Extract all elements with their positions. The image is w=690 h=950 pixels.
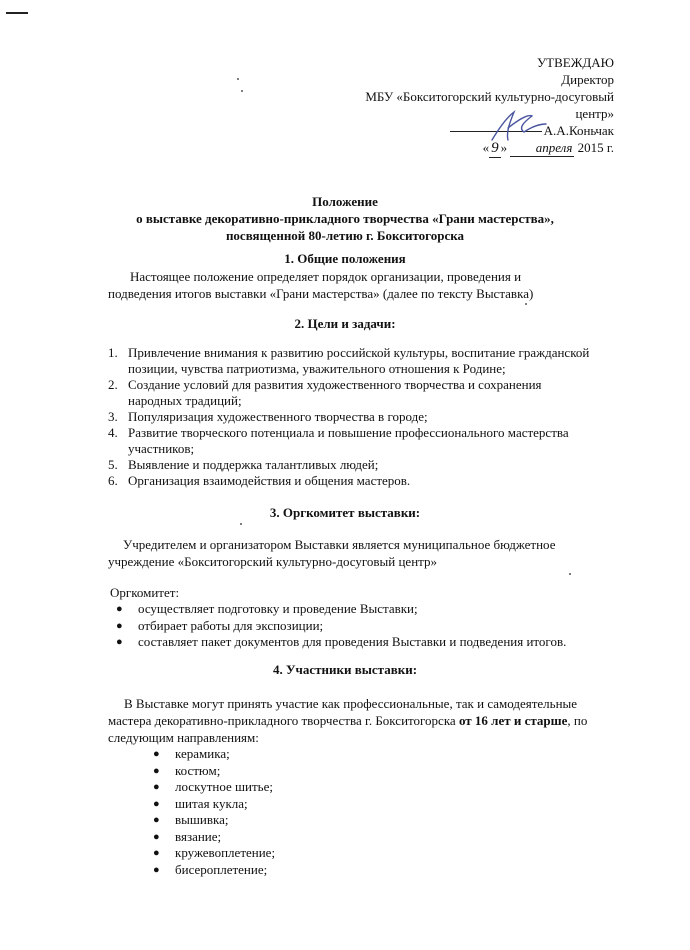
- direction-item: ● керамика;: [153, 746, 230, 761]
- direction-item: ● вязание;: [153, 828, 222, 844]
- goal-item: 4. Развитие творческого потенциала и повышение профессионального мастерства участников;: [108, 425, 569, 456]
- section-1-text-cont: подведения итогов выставки «Грани мастерства» (далее по тексту Выставка): [108, 286, 534, 301]
- direction-item: ● шитая кукла;: [153, 795, 248, 811]
- goal-item: 3. Популяризация художественного творчества в городе;: [108, 409, 428, 424]
- section-1-heading: 1. Общие положения: [284, 251, 406, 266]
- date-year: 2015 г.: [577, 140, 614, 155]
- section-3-text: Учредителем и организатором Выставки является муниципальное бюджетное: [123, 537, 556, 552]
- title-line-3: посвященной 80-летию г. Бокситогорска: [225, 228, 465, 243]
- goal-item: 6. Организация взаимодействия и общения мастеров.: [108, 473, 411, 488]
- scan-speck: [525, 303, 527, 305]
- approve-word: УТВЕЖДАЮ: [536, 55, 614, 70]
- bullet-icon: ●: [116, 636, 123, 648]
- section-4-heading: 4. Участники выставки:: [272, 662, 418, 677]
- signer-line: [365, 122, 614, 139]
- bullet-icon: ●: [116, 603, 123, 615]
- duty-item: ● осуществляет подготовку и проведение Выставки;: [116, 601, 418, 616]
- directions-list: [147, 746, 275, 878]
- section-1-text: Настоящее положение определяет порядок организации, проведения и: [130, 269, 522, 284]
- bullet-icon: ●: [153, 797, 160, 810]
- direction-item: ● кружевоплетение;: [153, 845, 276, 860]
- bullet-icon: ●: [153, 814, 160, 826]
- goal-item: 2. Создание условий для развития художественного творчества и сохранения народных традиций;: [108, 377, 542, 408]
- committee-duties-list: [110, 601, 566, 651]
- scan-speck: [237, 78, 239, 80]
- signer-name: А.А.Коньчак: [543, 123, 614, 138]
- bullet-icon: ●: [116, 619, 123, 632]
- organization-line-2: центр»: [575, 106, 614, 121]
- document-title: [0, 193, 690, 244]
- direction-item: ● бисероплетение;: [153, 861, 268, 877]
- goal-item: 1. Привлечение внимания к развитию российской культуры, воспитание гражданской позиции, чувства патриотизма, уважительного отношения к Родине;: [108, 345, 590, 376]
- title-line-1: Положение: [312, 194, 378, 209]
- age-requirement: от 16 лет и старше: [458, 713, 568, 728]
- scan-speck: [241, 90, 243, 92]
- direction-item: ● лоскутное шитье;: [153, 779, 273, 794]
- title-line-2: о выставке декоративно-прикладного творчества «Грани мастерства»,: [136, 211, 554, 226]
- direction-item: ● костюм;: [153, 762, 221, 778]
- goal-item: 5. Выявление и поддержка талантливых людей;: [108, 457, 379, 472]
- signature-line: [450, 131, 542, 132]
- section-4-text-cont: мастера декоративно-прикладного творчества г. Бокситогорска от 16 лет и старше, по следующим направлениям:: [108, 713, 588, 745]
- bullet-icon: ●: [153, 764, 160, 777]
- section-2-heading: 2. Цели и задачи:: [294, 316, 396, 331]
- goals-list: [108, 345, 618, 489]
- section-3-text-cont: учреждение «Бокситогорский культурно-досуговый центр»: [108, 554, 437, 569]
- corner-scan-mark: [6, 12, 28, 14]
- section-4-text: В Выставке могут принять участие как профессиональные, так и самодеятельные: [124, 696, 578, 711]
- bullet-icon: ●: [153, 781, 160, 793]
- committee-label: Оргкомитет:: [110, 585, 180, 600]
- bullet-icon: ●: [153, 748, 160, 760]
- bullet-icon: ●: [153, 863, 160, 876]
- section-3-heading: 3. Оргкомитет выставки:: [269, 505, 421, 520]
- scan-speck: [240, 523, 242, 525]
- bullet-icon: ●: [153, 830, 160, 843]
- duty-item: ● отбирает работы для экспозиции;: [116, 617, 324, 633]
- scan-speck: [569, 573, 571, 575]
- approver-position: Директор: [561, 72, 614, 87]
- date-day: 9: [491, 140, 499, 156]
- duty-item: ● составляет пакет документов для проведения Выставки и подведения итогов.: [116, 634, 567, 649]
- approval-block: [365, 54, 614, 158]
- organization-line-1: МБУ «Бокситогорский культурно-досуговый: [365, 89, 614, 104]
- date-month: апреля: [510, 139, 574, 157]
- bullet-icon: ●: [153, 847, 160, 859]
- approval-date: « 9 » апреля 2015 г.: [482, 140, 614, 156]
- direction-item: ● вышивка;: [153, 812, 229, 827]
